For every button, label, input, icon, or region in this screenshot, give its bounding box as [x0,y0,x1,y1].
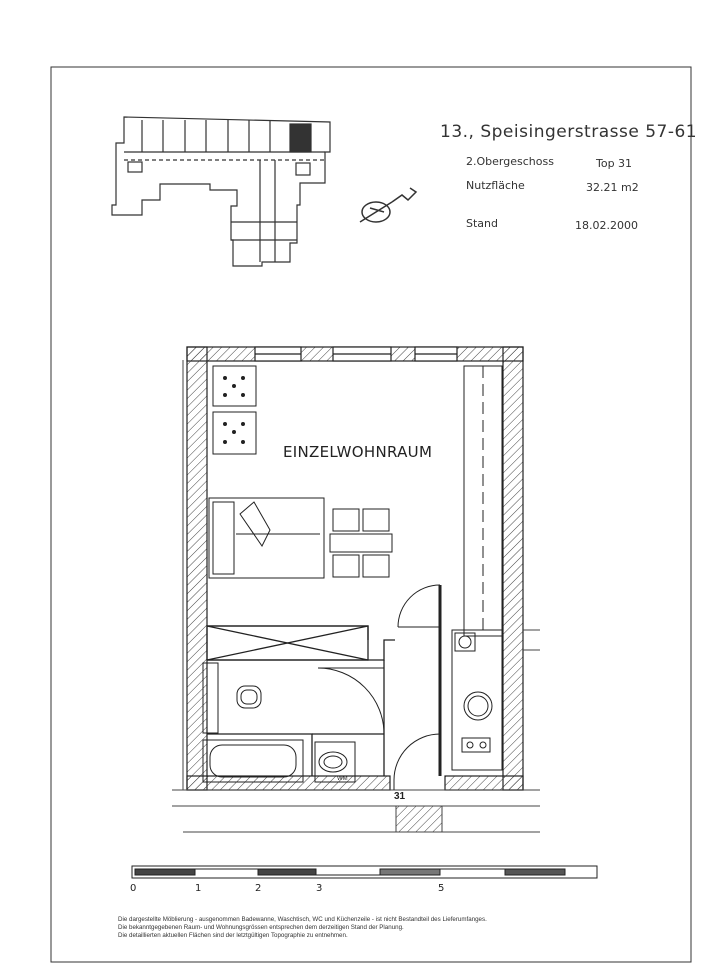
bathroom-fixtures [203,663,355,782]
scale-bar [132,866,597,878]
north-arrow-icon [360,188,416,222]
adjacent-structure [172,360,540,832]
built-in-wardrobe [464,366,502,636]
interior-walls [207,585,440,776]
stand-label: Stand [466,217,498,230]
stand-date: 18.02.2000 [575,219,638,232]
exterior-walls [187,347,523,790]
footnote-line: Die bekanntgegebenen Raum- und Wohnungsgrössen entsprechen dem derzeitigen Stand der Planung. [118,924,404,931]
scale-tick-label: 1 [195,883,202,894]
area-value: 32.21 m2 [586,181,639,194]
address-title: 13., Speisingerstrasse 57-61 [440,122,698,142]
scale-tick-label: 2 [255,883,262,894]
unit-number-label: 31 [394,791,406,802]
kitchenette [452,630,502,770]
unit-label: Top 31 [596,157,633,170]
page-border [51,67,691,962]
scale-tick-label: 3 [316,883,323,894]
closets [213,366,256,454]
area-label: Nutzfläche [466,179,525,192]
footnote-line: Die detaillierten aktuellen Flächen sind der letztgültigen Topographie zu entnehmen. [118,932,348,939]
scale-tick-label: 5 [438,883,445,894]
washer-label: WM [337,776,348,782]
bed [209,498,324,578]
room-name-label: EINZELWOHNRAUM [283,443,433,461]
doors [318,585,440,790]
floor-label: 2.Obergeschoss [466,155,554,168]
site-key-plan [112,117,330,266]
scale-tick-label: 0 [130,883,137,894]
footnote-line: Die dargestellte Möblierung - ausgenommen Badewanne, Waschtisch, WC und Küchenzeile - ist nicht Bestandteil des Lieferumfanges. [118,916,487,923]
dining-set [330,509,392,577]
disclaimer-footnote [118,916,718,940]
